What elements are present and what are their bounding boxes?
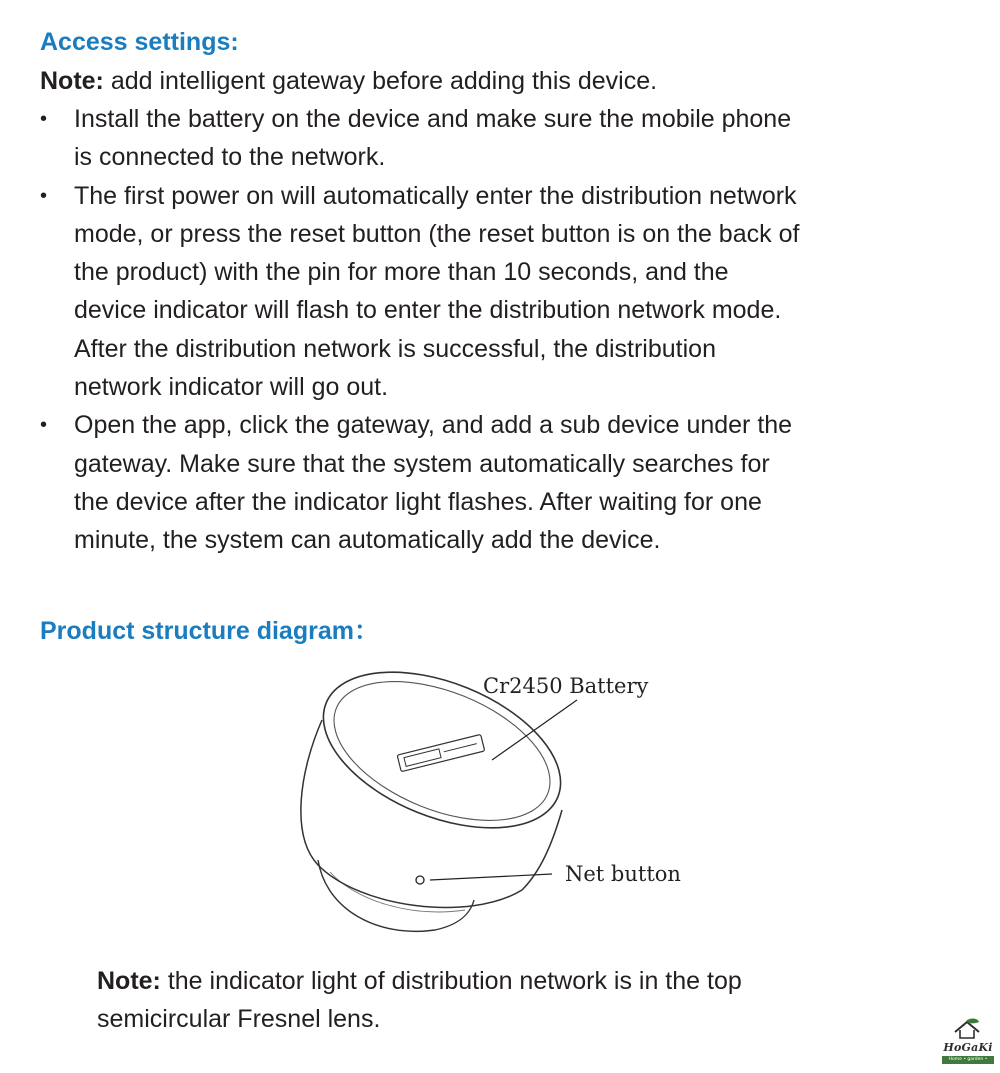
access-steps-list: [40, 100, 960, 560]
structure-note-text: the indicator light of distribution network is in the top: [160, 967, 742, 995]
step-line: minute, the system can automatically add the device.: [74, 526, 661, 555]
house-leaf-icon: [952, 1018, 982, 1040]
logo-tagline: Home • garden • kitchen: [942, 1056, 994, 1064]
access-note-text: add intelligent gateway before adding this device.: [103, 67, 658, 95]
structure-heading: Product structure diagram：: [40, 617, 379, 645]
access-note-label: Note:: [40, 67, 104, 95]
step-line: the product) with the pin for more than 10 seconds, and the: [74, 258, 729, 287]
step-item: [40, 100, 960, 177]
access-note: [40, 62, 657, 100]
dome-inner-edge: [330, 872, 465, 912]
access-settings-heading: Access settings:: [40, 28, 239, 56]
step-line: is connected to the network.: [74, 143, 386, 172]
logo-name: HoGaKi: [943, 1041, 993, 1054]
bullet-icon: •: [40, 414, 48, 437]
step-line: network indicator will go out.: [74, 373, 389, 402]
structure-note-text-2: semicircular Fresnel lens.: [97, 1005, 381, 1033]
step-line: Open the app, click the gateway, and add a sub device under the: [74, 411, 793, 440]
step-line: The first power on will automatically enter the distribution network: [74, 181, 797, 210]
hogaki-logo: [940, 1018, 1000, 1068]
fresnel-lens-dome: [318, 860, 474, 931]
product-structure-diagram: [270, 660, 710, 955]
step-item: [40, 177, 960, 407]
net-button-label: Net button: [565, 862, 681, 886]
bullet-icon: •: [40, 184, 48, 207]
step-line: gateway. Make sure that the system automatically searches for: [74, 449, 770, 478]
step-item: [40, 406, 960, 559]
structure-note: [97, 962, 897, 1038]
net-button-icon: [416, 876, 424, 884]
device-drawing: [270, 660, 710, 950]
battery-label: Cr2450 Battery: [483, 674, 649, 698]
structure-note-label: Note:: [97, 967, 161, 995]
step-line: the device after the indicator light flashes. After waiting for one: [74, 487, 762, 516]
step-line: Install the battery on the device and make sure the mobile phone: [74, 105, 792, 133]
bullet-icon: •: [40, 108, 48, 130]
step-line: mode, or press the reset button (the reset button is on the back of: [74, 219, 800, 248]
step-line: device indicator will flash to enter the distribution network mode.: [74, 296, 782, 325]
step-line: After the distribution network is successful, the distribution: [74, 334, 716, 363]
